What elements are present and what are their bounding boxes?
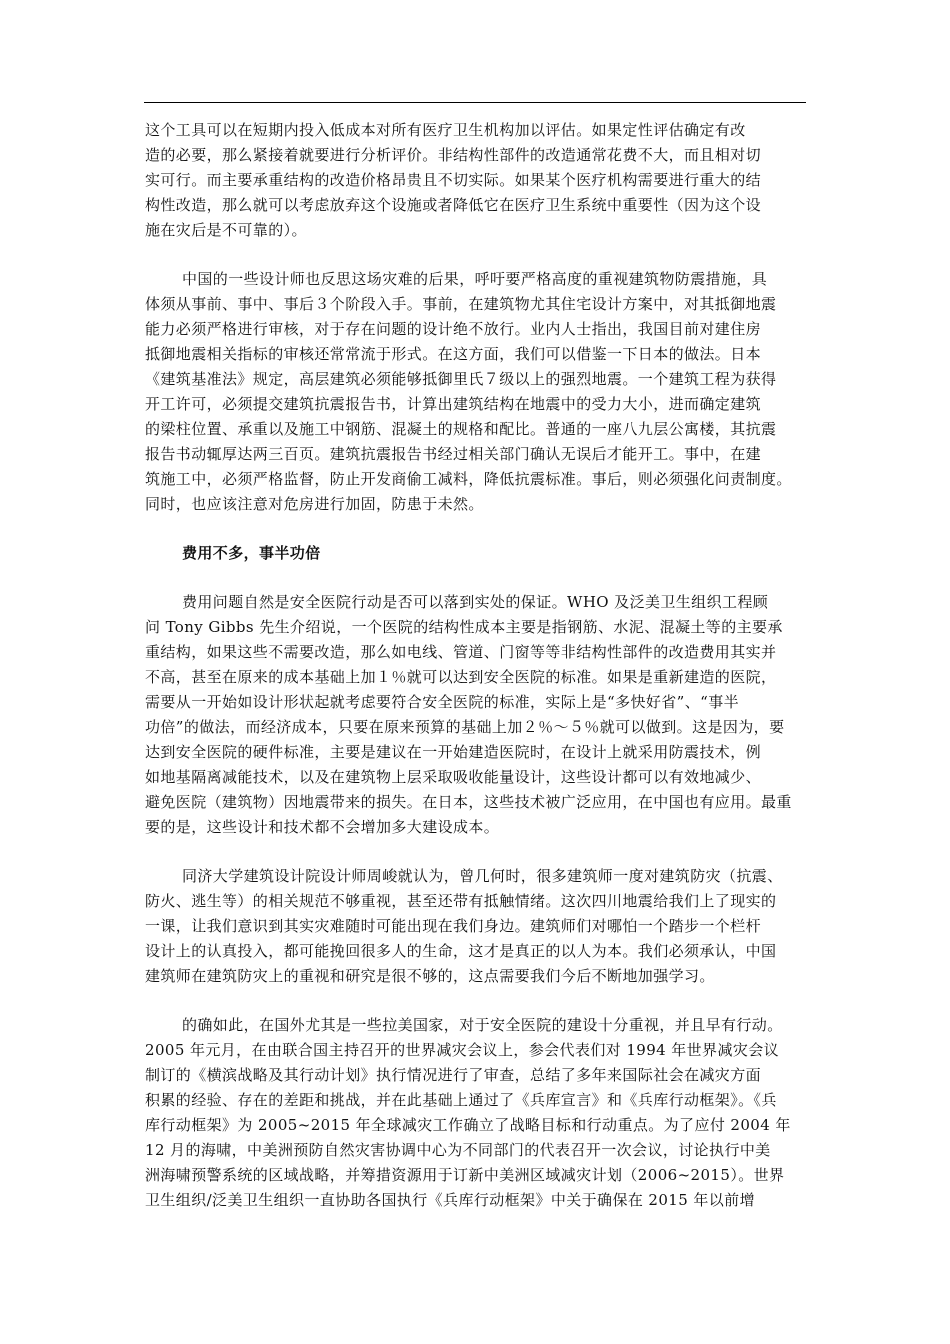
paragraph-gap — [145, 989, 807, 1013]
heading-text: 费用不多，事半功倍 — [182, 544, 321, 562]
text-line: 构性改造，那么就可以考虑放弃这个设施或者降低它在医疗卫生系统中重要性（因为这个设 — [145, 196, 762, 214]
paragraph — [145, 267, 807, 517]
text-line: 的确如此，在国外尤其是一些拉美国家，对于安全医院的建设十分重视，并且早有行动。 — [182, 1016, 783, 1034]
section-heading — [145, 541, 807, 566]
text-line: 抵御地震相关指标的审核还常常流于形式。在这方面，我们可以借鉴一下日本的做法。日本 — [145, 345, 762, 363]
text-line: 如地基隔离减能技术，以及在建筑物上层采取吸收能量设计，这些设计都可以有效地减少、 — [145, 768, 762, 786]
text-line: 2005 年元月，在由联合国主持召开的世界减灾会议上，参会代表们对 1994 年世界减灾会议 — [145, 1041, 780, 1059]
text-line: 造的必要，那么紧接着就要进行分析评价。非结构性部件的改造通常花费不大，而且相对切 — [145, 146, 762, 164]
text-line: 这个工具可以在短期内投入低成本对所有医疗卫生机构加以评估。如果定性评估确定有改 — [145, 121, 746, 139]
text-line: 费用问题自然是安全医院行动是否可以落到实处的保证。WHO 及泛美卫生组织工程顾 — [182, 593, 769, 611]
text-line: 功倍”的做法，而经济成本，只要在原来预算的基础上加２％～５％就可以做到。这是因为，要 — [145, 718, 785, 736]
paragraph-gap — [145, 566, 807, 590]
text-line: 施在灾后是不可靠的）。 — [145, 221, 307, 239]
text-line: 达到安全医院的硬件标准，主要是建议在一开始建造医院时，在设计上就采用防震技术，例 — [145, 743, 762, 761]
text-line: 中国的一些设计师也反思这场灾难的后果，呼吁要严格高度的重视建筑物防震措施，具 — [182, 270, 768, 288]
text-line: 积累的经验、存在的差距和挑战，并在此基础上通过了《兵库宣言》和《兵库行动框架》。《兵 — [145, 1091, 777, 1109]
text-line: 洲海啸预警系统的区域战略，并筹措资源用于订新中美洲区域减灾计划（2006~2015）。世界 — [145, 1166, 785, 1184]
text-line: 实可行。而主要承重结构的改造价格昂贵且不切实际。如果某个医疗机构需要进行重大的结 — [145, 171, 762, 189]
text-line: 开工许可，必须提交建筑抗震报告书，计算出建筑结构在地震中的受力大小，进而确定建筑 — [145, 395, 762, 413]
paragraph-gap — [145, 517, 807, 541]
text-line: 要的是，这些设计和技术都不会增加多大建设成本。 — [145, 818, 500, 836]
text-line: 一课，让我们意识到其实灾难随时可能出现在我们身边。建筑师们对哪怕一个踏步一个栏杆 — [145, 917, 762, 935]
text-line: 同时，也应该注意对危房进行加固，防患于未然。 — [145, 495, 484, 513]
text-line: 设计上的认真投入，都可能挽回很多人的生命，这才是真正的以人为本。我们必须承认，中国 — [145, 942, 777, 960]
text-line: 需要从一开始如设计形状起就考虑要符合安全医院的标准，实际上是“多快好省”、“事半 — [145, 693, 740, 711]
text-line: 防火、逃生等）的相关规范不够重视，甚至还带有抵触情绪。这次四川地震给我们上了现实的 — [145, 892, 777, 910]
text-line: 制订的《横滨战略及其行动计划》执行情况进行了审查，总结了多年来国际社会在减灾方面 — [145, 1066, 762, 1084]
text-line: 的梁柱位置、承重以及施工中钢筋、混凝土的规格和配比。普通的一座八九层公寓楼，其抗震 — [145, 420, 777, 438]
text-line: 同济大学建筑设计院设计师周峻就认为，曾几何时，很多建筑师一度对建筑防灾（抗震、 — [182, 867, 783, 885]
paragraph — [145, 864, 807, 989]
paragraph — [145, 590, 807, 840]
paragraph-gap — [145, 243, 807, 267]
text-line: 避免医院（建筑物）因地震带来的损失。在日本，这些技术被广泛应用，在中国也有应用。最重 — [145, 793, 792, 811]
text-line: 建筑师在建筑防灾上的重视和研究是很不够的，这点需要我们今后不断地加强学习。 — [145, 967, 715, 985]
text-line: 库行动框架》为 2005~2015 年全球减灾工作确立了战略目标和行动重点。为了应付 2004 年 — [145, 1116, 791, 1134]
text-line: 能力必须严格进行审核，对于存在问题的设计绝不放行。业内人士指出，我国目前对建住房 — [145, 320, 762, 338]
paragraph-gap — [145, 840, 807, 864]
paragraph — [145, 1013, 807, 1213]
text-line: 问 Tony Gibbs 先生介绍说，一个医院的结构性成本主要是指钢筋、水泥、混凝土等的主要承 — [145, 618, 783, 636]
text-line: 重结构，如果这些不需要改造，那么如电线、管道、门窗等等非结构性部件的改造费用其实并 — [145, 643, 777, 661]
text-line: 筑施工中，必须严格监督，防止开发商偷工减料，降低抗震标准。事后，则必须强化问责制度。 — [145, 470, 792, 488]
text-line: 卫生组织/泛美卫生组织一直协助各国执行《兵库行动框架》中关于确保在 2015 年以前增 — [145, 1191, 755, 1209]
text-line: 报告书动辄厚达两三百页。建筑抗震报告书经过相关部门确认无误后才能开工。事中，在建 — [145, 445, 762, 463]
text-line: 不高，甚至在原来的成本基础上加１％就可以达到安全医院的标准。如果是重新建造的医院， — [145, 668, 777, 686]
text-line: 体须从事前、事中、事后３个阶段入手。事前，在建筑物尤其住宅设计方案中，对其抵御地震 — [145, 295, 777, 313]
text-line: 《建筑基准法》规定，高层建筑必须能够抵御里氏７级以上的强烈地震。一个建筑工程为获得 — [145, 370, 777, 388]
text-line: 12 月的海啸，中美洲预防自然灾害协调中心为不同部门的代表召开一次会议，讨论执行中美 — [145, 1141, 771, 1159]
document-body — [145, 118, 807, 1213]
paragraph — [145, 118, 807, 243]
header-rule — [144, 102, 806, 103]
